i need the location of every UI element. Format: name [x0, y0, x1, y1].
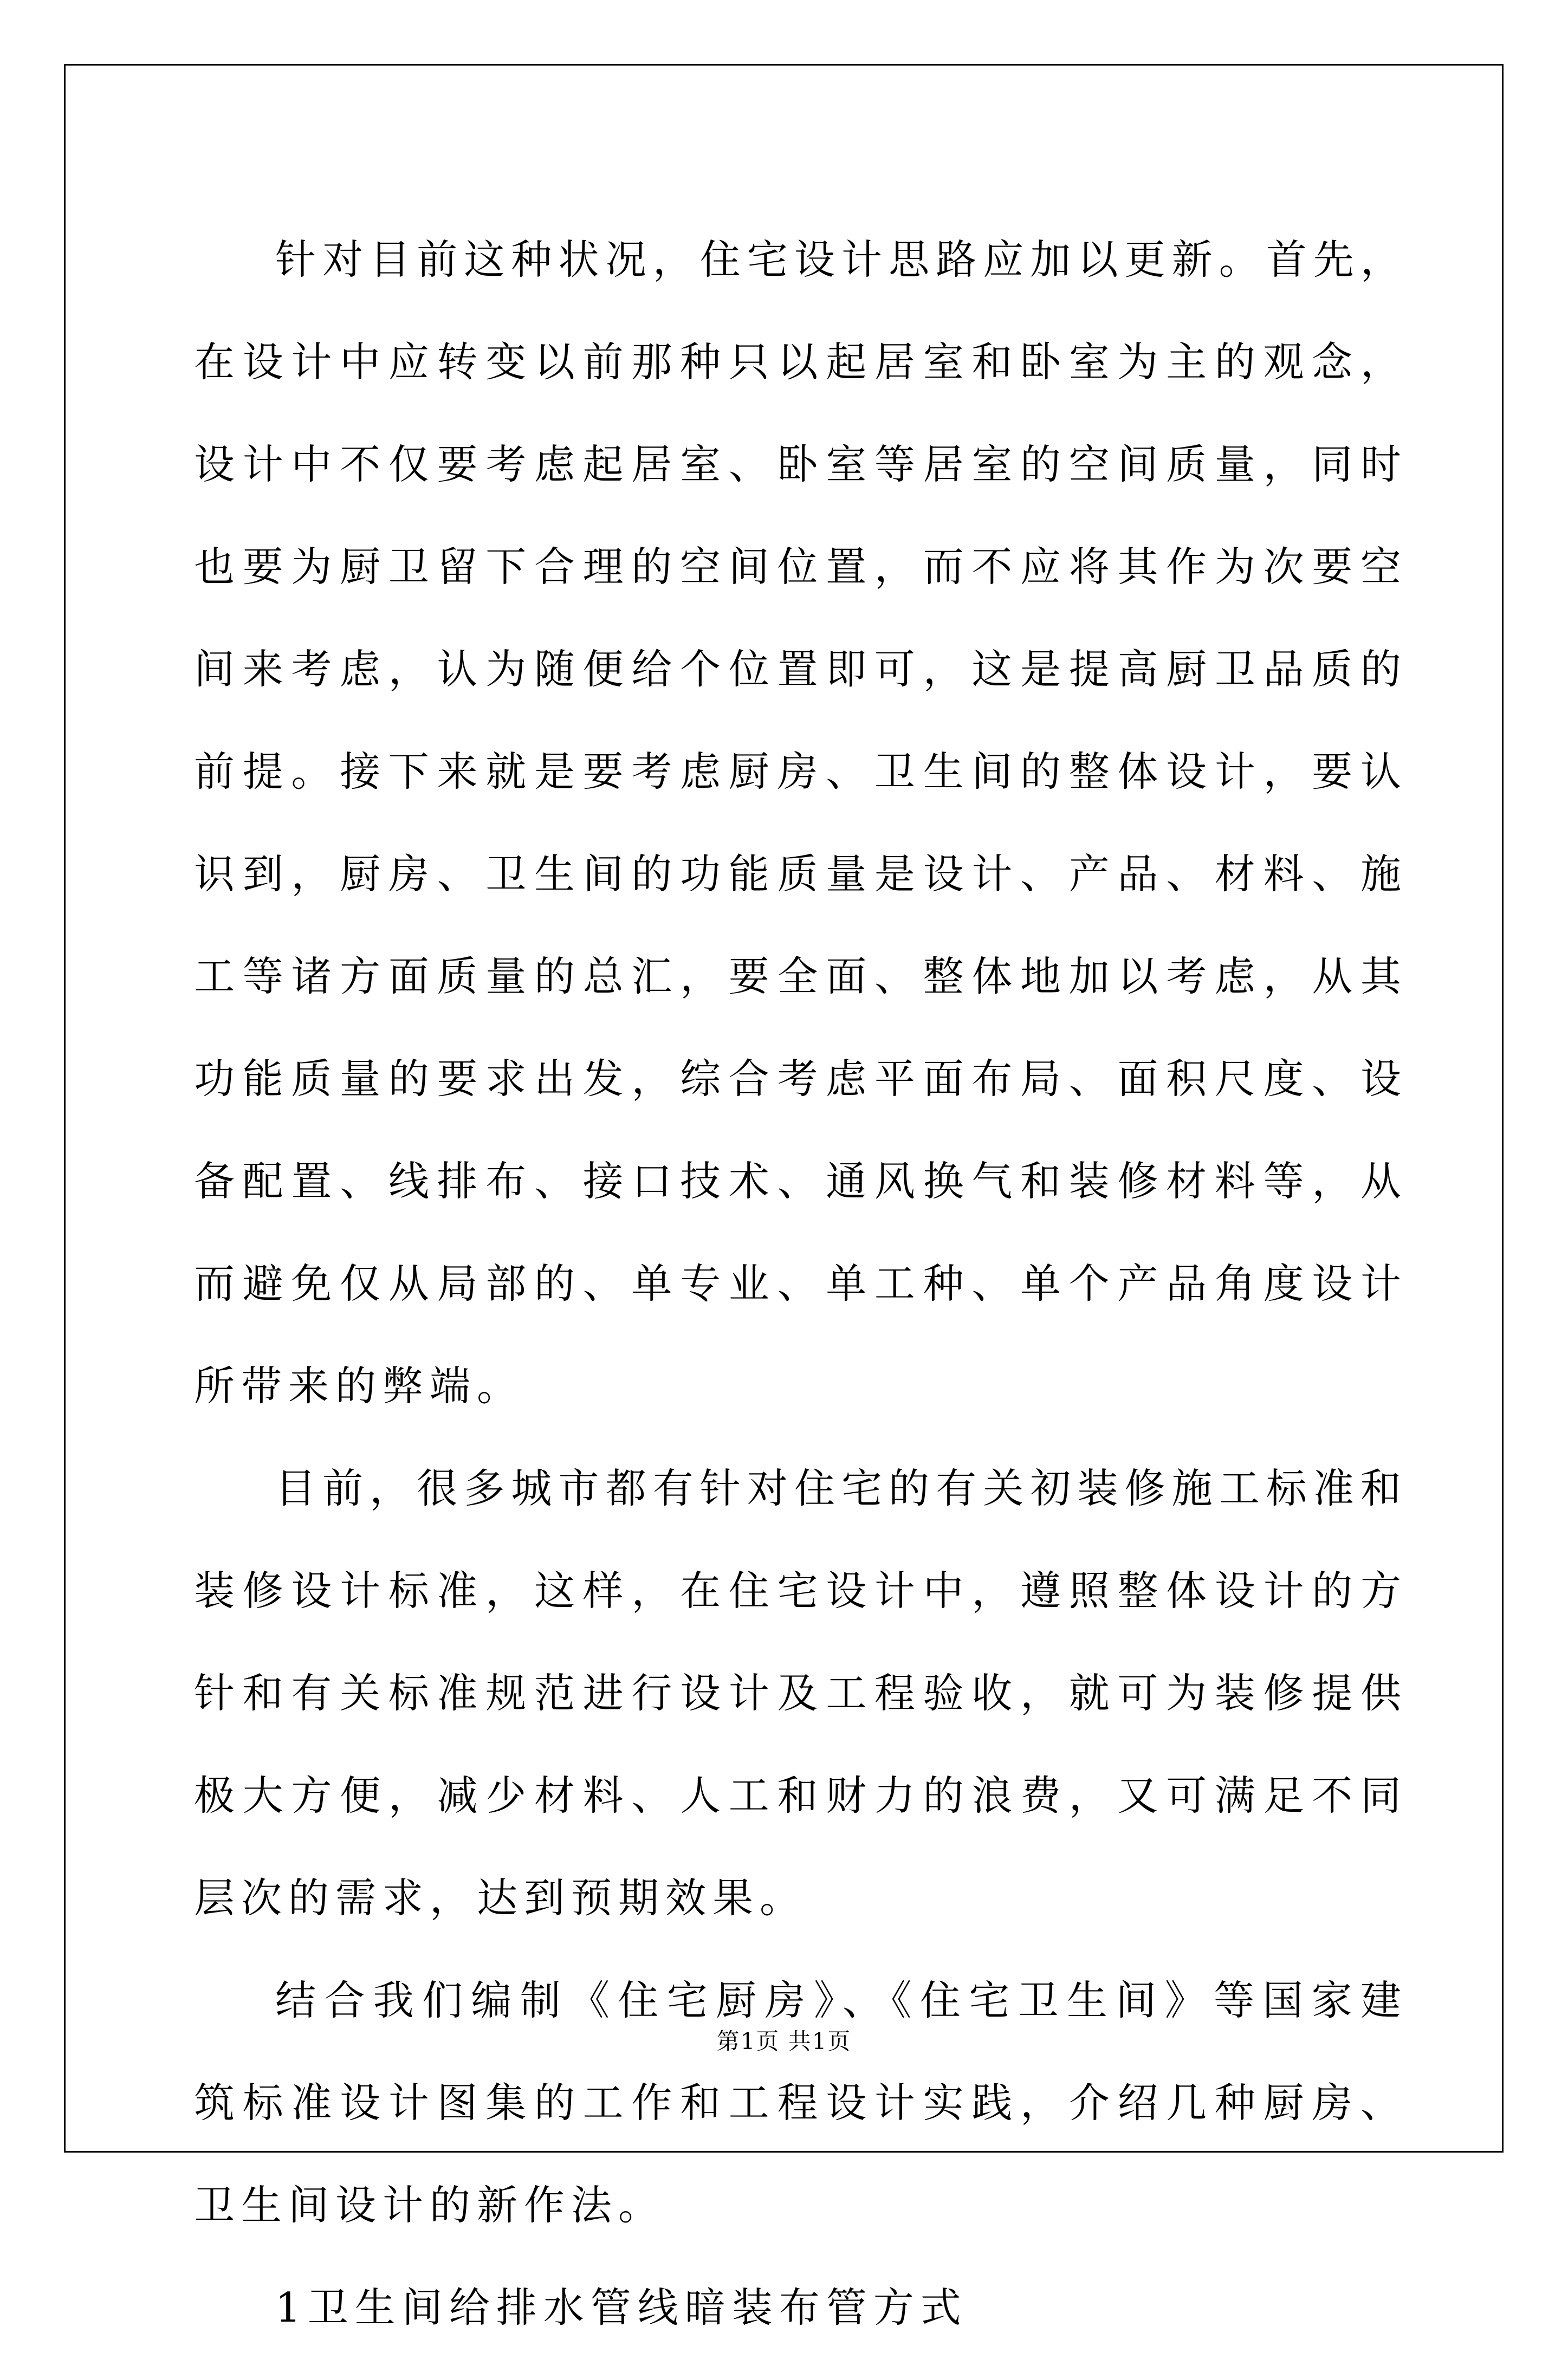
paragraph-1: 针对目前这种状况，住宅设计思路应加以更新。首先，在设计中应转变以前那种只以起居室和卧室为主的观念，设计中不仅要考虑起居室、卧室等居室的空间质量，同时也要为厨卫留下合理的空间位置，而不应将其作为次要空间来考虑，认为随便给个位置即可，这是提高厨卫品质的前提。接下来就是要考虑厨房、卫生间的整体设计，要认识到，厨房、卫生间的功能质量是设计、产品、材料、施工等诸方面质量的总汇，要全面、整体地加以考虑，从其功能质量的要求出发，综合考虑平面布局、面积尺度、设备配置、线排布、接口技术、通风换气和装修材料等，从而避免仅从局部的、单专业、单工种、单个产品角度设计所带来的弊端。 [194, 236, 1408, 1410]
page-footer: 第1页 共1页 [716, 2028, 852, 2055]
paragraph-3: 结合我们编制《住宅厨房》、《住宅卫生间》等国家建筑标准设计图集的工作和工程设计实践，介绍几种厨房、卫生间设计的新作法。 [194, 1976, 1408, 2229]
paragraph-2: 目前，很多城市都有针对住宅的有关初装修施工标准和装修设计标准，这样，在住宅设计中，遵照整体设计的方针和有关标准规范进行设计及工程验收，就可为装修提供极大方便，减少材料、人工和财力的浪费，又可满足不同层次的需求，达到预期效果。 [194, 1464, 1408, 1922]
section-heading: 1卫生间给排水管线暗装布管方式 [275, 2284, 968, 2331]
